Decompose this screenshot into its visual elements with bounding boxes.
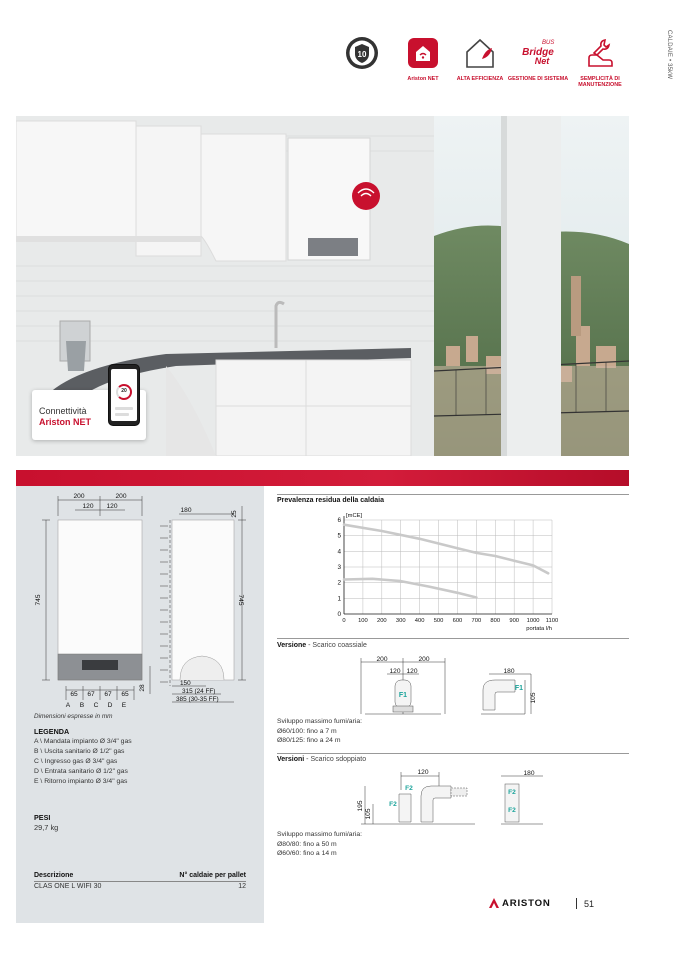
phone-temperature: 20 [121,388,127,394]
split-drawing [355,766,555,828]
connection-label-d: D [107,702,113,709]
chart-y-tick-label: 6 [337,517,341,524]
smartphone-app-icon [108,364,140,426]
split-spec: Ø60/60: fino a 14 m [277,850,337,857]
coaxial-side-height: 105 [530,692,537,704]
split-label-f2: F2 [389,801,397,808]
side-dim-depth: 180 [180,507,192,514]
pallet-row-name: CLAS ONE L WIFI 30 [34,883,102,890]
pump-head-chart [334,508,564,634]
dimensions-note: Dimensioni espresse in mm [34,713,113,720]
chart-y-tick-label: 1 [337,595,341,603]
side-dim-bottom-3: 385 (30-35 FF) [176,696,219,703]
weights-value: 29,7 kg [34,823,59,832]
weights-title: PESI [34,813,51,822]
split-dim-left-1: 195 [357,800,364,812]
chart-x-tick-label: 1000 [526,618,540,624]
split-side-depth: 180 [523,770,535,777]
chart-x-tick-label: 200 [376,618,387,624]
coaxial-dim-top-2: 200 [418,656,430,663]
boiler-dimension-drawings [16,486,264,711]
feature-label-efficiency: ALTA EFFICIENZA [456,76,504,82]
coaxial-drawing [355,654,545,720]
chart-x-tick-label: 900 [509,618,520,624]
legend-list [34,737,132,787]
bridgenet-bus: BUS [542,40,555,46]
house-efficiency-icon [463,36,497,70]
footer-separator [576,898,577,909]
chart-series-line-2 [344,579,476,598]
chart-x-tick-label: 700 [471,618,482,624]
coaxial-specs [277,717,362,746]
bridgenet-line1: Bridge [522,47,554,58]
chart-title: Prevalenza residua della caldaia [277,497,385,504]
feature-warranty [330,36,394,70]
front-dim-bottom-offset: 28 [139,684,146,692]
split-title [277,756,366,763]
feature-ariston-net [391,36,455,82]
chart-x-axis-label: portata l/h [526,626,552,632]
chart-x-tick-label: 800 [490,618,501,624]
connection-label-b: B [79,702,85,709]
split-dim-left-2: 105 [365,808,372,820]
ariston-net-icon [406,36,440,70]
coaxial-side-label-f1: F1 [514,685,524,692]
chart-y-tick-label: 5 [337,532,341,540]
side-dim-top-offset: 25 [231,510,238,518]
coaxial-spec-title: Sviluppo massimo fumi/aria: [277,718,362,725]
front-dim-inner-1: 120 [82,503,94,510]
legend-item: A \ Mandata impianto Ø 3/4" gas [34,738,132,745]
chart-section-rule [277,494,629,495]
pallet-col-description: Descrizione [34,872,74,879]
page-number: 51 [584,899,595,909]
chart-x-tick-label: 0 [342,618,346,624]
front-dim-bottom-2: 67 [87,691,95,698]
split-title-rest: - Scarico sdoppiato [304,756,367,763]
front-dim-bottom-3: 67 [104,691,112,698]
coaxial-side-depth: 180 [503,668,515,675]
bridgenet-icon [518,36,558,70]
split-spec: Ø80/80: fino a 50 m [277,840,337,848]
pallet-table-header [34,872,246,879]
side-dim-height: 745 [237,594,244,606]
chart-x-tick-label: 500 [433,618,444,624]
pallet-table-rule [34,881,246,882]
section-red-band [16,470,629,486]
wrench-hand-icon [583,36,617,70]
side-dim-bottom-2: 315 (24 FF) [182,688,216,695]
chart-y-tick-label: 4 [337,548,341,556]
chart-y-axis-label: [mCE] [346,513,363,519]
connection-label-c: C [93,702,99,709]
legend-title: LEGENDA [34,727,70,736]
phone-ui-bar [115,413,129,416]
legend-item: B \ Uscita sanitario Ø 1/2" gas [34,748,125,755]
feature-label-ariston-net: Ariston NET [407,76,439,82]
front-dim-inner-2: 120 [106,503,118,510]
front-dim-top-2: 200 [115,493,127,500]
front-dim-bottom-4: 65 [121,691,129,698]
phone-ui-bar [115,407,133,410]
coaxial-title [277,642,367,649]
ariston-logo-icon [488,897,500,909]
coaxial-spec: Ø60/100: fino a 7 m [277,727,337,735]
chart-y-tick-label: 2 [337,579,341,587]
connectivity-brand: Ariston NET [39,417,92,427]
connectivity-label: Connettività [39,406,87,416]
chart-y-tick-label: 3 [337,564,341,571]
chart-x-tick-label: 100 [358,618,368,624]
front-dim-top-1: 200 [73,493,85,500]
coaxial-dim-inner-1: 120 [389,668,401,675]
pallet-table-row [34,883,246,890]
connection-label-e: E [121,702,127,709]
coaxial-dim-inner-2: 120 [406,668,418,675]
pallet-row-count: 12 [238,883,246,890]
legend-item: C \ Ingresso gas Ø 3/4" gas [34,758,118,765]
chart-y-tick-label: 0 [337,611,341,618]
split-spec-title: Sviluppo massimo fumi/aria: [277,831,362,838]
coaxial-dim-top-1: 200 [376,656,388,663]
brand-name: ARISTON [502,898,551,909]
coaxial-label-f1: F1 [398,692,408,699]
coaxial-spec: Ø80/125: fino a 24 m [277,737,341,744]
legend-item: D \ Entrata sanitario Ø 1/2" gas [34,768,128,775]
chart-x-tick-label: 400 [414,618,425,624]
side-dim-bottom-1: 150 [180,680,191,687]
front-dim-bottom-1: 65 [70,691,78,698]
chart-x-tick-label: 1100 [545,618,559,624]
connection-label-a: A [65,702,71,709]
feature-efficiency [448,36,512,82]
coaxial-title-bold: Versione [277,642,307,649]
warranty-10-years-icon [345,36,379,70]
split-section-rule [277,753,629,754]
feature-label-maintenance: SEMPLICITÀ DI MANUTENZIONE [578,76,622,89]
split-specs [277,830,362,859]
split-side-label-f2: F2 [508,789,516,796]
split-title-bold: Versioni [277,756,305,763]
chart-x-tick-label: 300 [395,618,406,624]
phone-screen [111,369,137,421]
front-dim-height: 745 [35,594,42,606]
coaxial-title-rest: - Scarico coassiale [306,642,367,649]
split-dim-top: 120 [417,769,429,776]
section-side-tag: CALDAIE • 35kW [666,30,672,80]
coaxial-section-rule [277,638,629,639]
legend-item: E \ Ritorno impianto Ø 3/4" gas [34,778,128,785]
feature-bridgenet [506,36,570,82]
split-side-label-f2: F2 [508,807,516,814]
feature-label-system: GESTIONE DI SISTEMA [507,76,569,82]
warranty-number: 10 [357,50,367,59]
bridgenet-line2: Net [534,56,550,66]
feature-maintenance [568,36,632,88]
chart-x-tick-label: 600 [452,618,463,624]
split-label-f2: F2 [405,785,413,792]
chart-series-line-1 [344,525,548,574]
pallet-col-count: N° caldaie per pallet [179,872,246,879]
